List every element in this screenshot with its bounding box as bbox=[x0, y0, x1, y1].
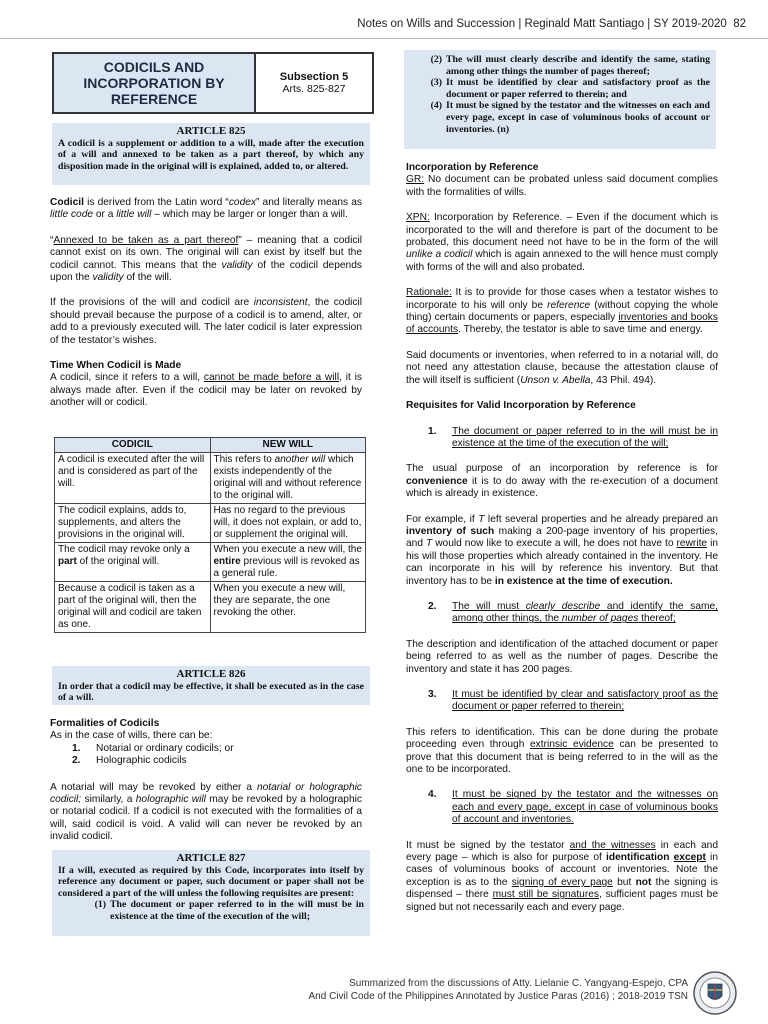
footer-line-1: Summarized from the discussions of Atty. Lielanie C. Yangyang-Espejo, CPA bbox=[349, 978, 688, 989]
header-codicil: CODICIL bbox=[55, 438, 211, 453]
exception-paragraph: XPN: Incorporation by Reference. – Even if the document which is incorporated to the will and therefore is part of the document to be probated, this document need not have to be in the form of the will unlike a codicil which is again annexed to the will hence must comply with forms of the will and also probated. bbox=[406, 212, 718, 273]
time-paragraph: A codicil, since it refers to a will, cannot be made before a will, it is always made after. Even if the codicil may be later on revoked by another will or codicil. bbox=[50, 372, 362, 409]
table-row bbox=[55, 453, 366, 504]
requisite-item-3: 3. It must be identified by clear and satisfactory proof as the document or paper referred to therein; bbox=[428, 689, 718, 713]
requisite-4: (4) It must be signed by the testator and the witnesses on each and every page, except in case of voluminous books of account or inventories. (n) bbox=[430, 100, 710, 135]
requisite-item-2: 2. The will must clearly describe and identify the same, among other things, the number of pages thereof; bbox=[428, 600, 718, 625]
table-cell: When you execute a new will, the entire previous will is revoked as a general rule. bbox=[210, 543, 366, 582]
table-cell: When you execute a new will, they are separate, the one revoking the other. bbox=[210, 582, 366, 633]
left-column-text bbox=[50, 197, 362, 410]
table-row bbox=[55, 504, 366, 543]
article-827-continued-box bbox=[404, 50, 716, 149]
requisite-item-4: 4. It must be signed by the testator and the witnesses on each and every page, except in case of voluminous books of account and inventories. bbox=[428, 789, 718, 826]
school-seal-icon bbox=[692, 970, 738, 1016]
article-826-text: In order that a codicil may be effective, it shall be executed as in the case of a will. bbox=[58, 680, 364, 704]
page-number: 82 bbox=[733, 18, 746, 30]
requisite-1: (1) The document or paper referred to in the will must be in existence at the time of the execution of the will; bbox=[94, 899, 364, 922]
rationale-paragraph: Rationale: It is to provide for those cases when a testator wishes to incorporate to his will only be reference (without copying the whole thing) certain documents or papers, especially inventories and books of accounts. Thereby, the testator is able to save time and energy. bbox=[406, 287, 718, 336]
footer bbox=[309, 978, 689, 1003]
codicil-definition: Codicil is derived from the Latin word “codex” and literally means as little code or a little will – which may be larger or longer than a will. bbox=[50, 197, 362, 221]
table-cell: The codicil may revoke only a part of the original will. bbox=[55, 543, 211, 582]
annexed-paragraph: “Annexed to be taken as a part thereof” – meaning that a codicil cannot exist on its own. The original will can exist by itself but the codicil cannot. This means that the validity of the codicil depends upon the validity of the will. bbox=[50, 234, 362, 284]
attestation-paragraph: Said documents or inventories, when referred to in a notarial will, do not need any attestation clause, because the attestation clause of the will itself is sufficient (Unson v. Abella, 43 Phil. 494). bbox=[406, 349, 718, 386]
articles-range: Arts. 825-827 bbox=[282, 83, 346, 95]
article-826-heading: ARTICLE 826 bbox=[176, 668, 246, 680]
requisite-item-1: 1. The document or paper referred to in the will must be in existence at the time of the execution of the will; bbox=[428, 425, 718, 449]
section-title-box bbox=[52, 52, 374, 114]
convenience-paragraph: The usual purpose of an incorporation by reference is for convenience it is to do away with the re-execution of a document which is already in existence. bbox=[406, 463, 718, 500]
identification-paragraph: This refers to identification. This can be done during the probate proceeding even through extrinsic evidence can be presented to prove that this document that is being referred to in the will as the one to be incorporated. bbox=[406, 726, 718, 776]
article-827-heading: ARTICLE 827 bbox=[176, 852, 246, 864]
list-item: 2. Holographic codicils bbox=[72, 755, 187, 767]
subsection-label: Subsection 5 bbox=[279, 71, 349, 83]
requisite-3: (3) It must be identified by clear and satisfactory proof as the document or paper referred to therein; and bbox=[430, 77, 710, 100]
article-825-heading: ARTICLE 825 bbox=[176, 125, 246, 137]
article-827-text: If a will, executed as required by this Code, incorporates into itself by reference any document or paper, such document or paper shall not be considered a part of the will unless the following requisites are present: bbox=[58, 864, 364, 899]
table-cell: The codicil explains, adds to, supplements, and alters the provisions in the original will. bbox=[55, 504, 211, 543]
description-paragraph: The description and identification of the attached document or paper being referred to as well as the number of pages. Describe the inventory and state it has 200 pages. bbox=[406, 638, 718, 675]
time-heading: Time When Codicil is Made bbox=[50, 360, 182, 372]
header-new-will: NEW WILL bbox=[210, 438, 366, 453]
formalities-intro: As in the case of wills, there can be: bbox=[50, 730, 213, 742]
table-header-row bbox=[55, 438, 366, 453]
table-row bbox=[55, 582, 366, 633]
incorporation-heading: Incorporation by Reference bbox=[406, 162, 539, 173]
revocation-paragraph: A notarial will may be revoked by either a notarial or holographic codicil; similarly, a holographic will may be revoked by a holographic or notarial codicil. If a codicil is not executed with the formalities of a will, said codicil is void. A valid will can never be revoked by an invalid codicil. bbox=[50, 781, 362, 843]
requisite-2: (2) The will must clearly describe and identify the same, stating among other things the number of pages thereof; bbox=[430, 54, 710, 77]
article-827-box bbox=[52, 850, 370, 936]
list-item: 1. Notarial or ordinary codicils; or bbox=[72, 742, 234, 754]
inconsistency-paragraph: If the provisions of the will and codicil are inconsistent, the codicil should prevail because the purpose of a codicil is to amend, alter, or add to a previously executed will. The later codicil is later expression of the testator’s wishes. bbox=[50, 297, 363, 346]
article-825-text: A codicil is a supplement or addition to a will, made after the execution of a will and annexed to be taken as a part thereof, by which any disposition made in the original will is explained, added to, or altered. bbox=[58, 137, 364, 172]
section-title: CODICILS AND INCORPORATION BY REFERENCE bbox=[54, 54, 256, 112]
general-rule: GR: No document can be probated unless said document complies with the formalities of wills. bbox=[406, 174, 718, 198]
table-cell: Because a codicil is taken as a part of the original will, then the original will and codicil are taken as one. bbox=[55, 582, 211, 633]
table-cell: Has no regard to the previous will, it does not explain, or add to, or supplement the original will. bbox=[210, 504, 366, 543]
article-826-box bbox=[52, 666, 370, 705]
header-rule bbox=[0, 38, 768, 39]
requisites-heading: Requisites for Valid Incorporation by Reference bbox=[406, 400, 636, 412]
article-825-box bbox=[52, 123, 370, 185]
header-text: Notes on Wills and Succession | Reginald Matt Santiago | SY 2019-2020 bbox=[357, 18, 727, 30]
formalities-heading: Formalities of Codicils bbox=[50, 718, 160, 729]
codicil-vs-new-will-table bbox=[54, 437, 366, 633]
running-header bbox=[357, 18, 746, 30]
signature-paragraph: It must be signed by the testator and the witnesses in each and every page – which is also for purpose of identification except in cases of voluminous books of account or inventories. Note the exception is as to the signing of every page but not the signing is dispensed – there must still be signatures, sufficient pages must be signed but not necessarily each and every page. bbox=[406, 839, 719, 913]
formalities-section bbox=[50, 718, 362, 844]
right-column-text bbox=[406, 162, 718, 914]
formalities-list bbox=[50, 743, 362, 768]
subsection-info bbox=[256, 54, 372, 112]
table-cell: This refers to another will which exists independently of the original will and without reference to the original will. bbox=[210, 453, 366, 504]
table-cell: A codicil is executed after the will and is considered as part of the will. bbox=[55, 453, 211, 504]
example-paragraph: For example, if T left several properties and he already prepared an inventory of such making a 200-page inventory of his properties, and T would now like to execute a will, he does not have to rewrite in his will those properties which already contained in the inventory. He can incorporate in his will by reference his inventory. But that inventory has to be in existence at the time of execution. bbox=[406, 513, 719, 587]
footer-line-2: And Civil Code of the Philippines Annotated by Justice Paras (2016) ; 2018-2019 TSN bbox=[308, 990, 688, 1002]
table-row bbox=[55, 543, 366, 582]
